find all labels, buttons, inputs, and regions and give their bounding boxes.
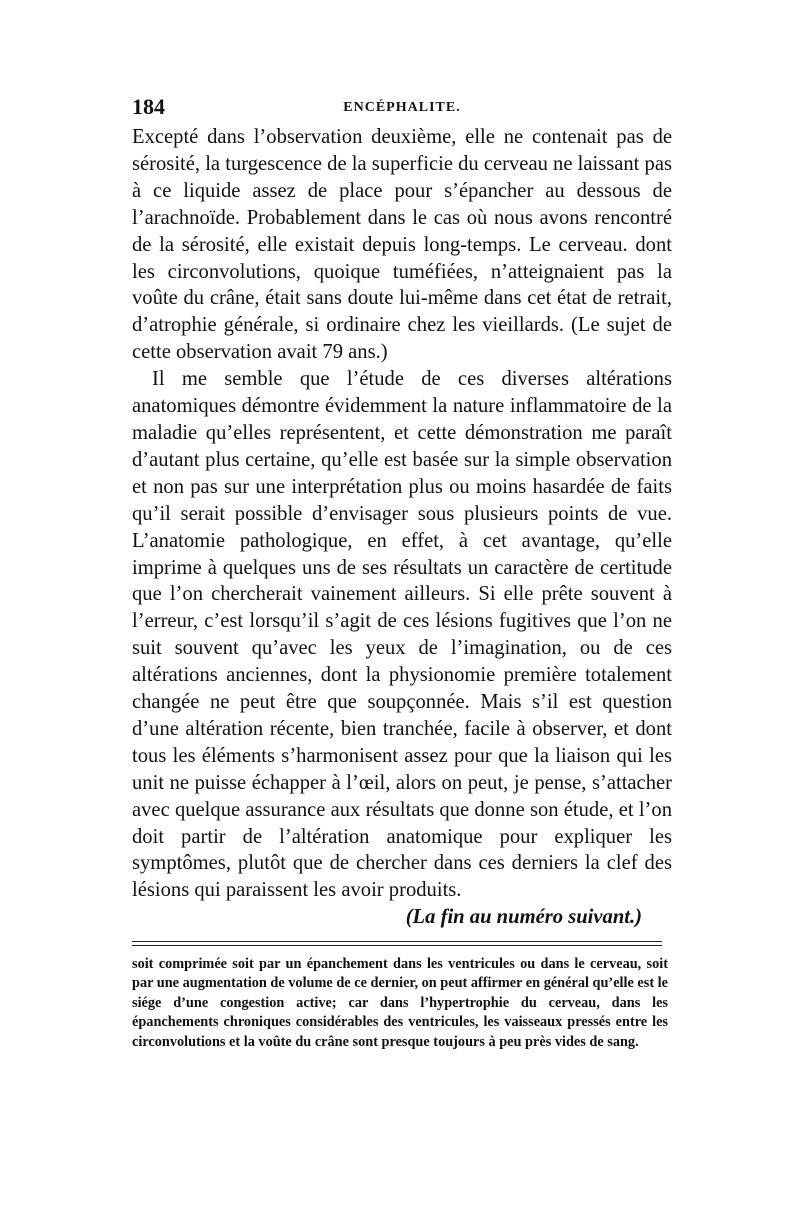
footnote-text: soit comprimée soit par un épanchement dans les ventricules ou dans le cerveau, soit par une augmentation de volume de ce dernier, on peut affirmer en général qu’elle est le siége d’une congestion active; car dans l’hypertrophie du cerveau, dans les épanchements chroniques considérables des ventricules, les vaisseaux pressés entre les circonvolutions et la voûte du crâne sont presque toujours à peu près vides de sang.: [132, 956, 668, 1050]
paragraph-2: Il me semble que l’étude de ces diverses altérations anatomiques démontre évidemment la nature inflammatoire de la maladie qu’elles représentent, et cette démonstration me paraît d’autant plus certaine, qu’elle est basée sur la simple observation et non pas sur une interprétation plus ou moins hasardée de faits qu’il serait possible d’envisager sous plusieurs points de vue. L’anatomie pathologique, en effet, à cet avantage, qu’elle imprime à quelques uns de ses résultats un caractère de certitude que l’on chercherait vainement ailleurs. Si elle prête souvent à l’erreur, c’est lorsqu’il s’agit de ces lésions fugitives que l’on ne suit souvent qu’avec les yeux de l’imagination, ou de ces altérations anciennes, dont la physionomie première totalement changée ne peut être que soupçonnée. Mais s’il est question d’une altération récente, bien tranchée, facile à observer, et dont tous les éléments s’harmonisent assez pour que la liaison qui les unit ne puisse échapper à l’œil, alors on peut, je pense, s’attacher avec quelque assurance aux résultats que donne son étude, et l’on doit partir de l’altération anatomique pour expliquer les symptômes, plutôt que de chercher dans ces derniers la clef des lésions qui paraissent les avoir produits.: [132, 368, 672, 902]
page-number: 184: [132, 94, 165, 119]
paragraph-1: Excepté dans l’observation deuxième, elle ne contenait pas de sérosité, la turgescence de la superficie du cerveau ne laissant pas à ce liquide assez de place pour s’épancher au dessous de l’arachnoïde. Probablement dans le cas où nous avons rencontré de la sérosité, elle existait depuis long-temps. Le cerveau. dont les circonvolutions, quoique tuméfiées, n’atteignaient pas la voûte du crâne, était sans doute lui-même dans cet état de retrait, d’atrophie générale, si ordinaire chez les vieillards. (Le sujet de cette observation avait 79 ans.): [132, 126, 672, 364]
running-title: ENCÉPHALITE.: [343, 100, 461, 115]
continuation-note: (La fin au numéro suivant.): [405, 906, 642, 928]
body-text: [132, 124, 672, 904]
footnote: [132, 955, 668, 1052]
footnote-divider-bottom: [132, 945, 662, 946]
page-header: [132, 94, 672, 124]
footnote-divider-top: [132, 941, 662, 942]
